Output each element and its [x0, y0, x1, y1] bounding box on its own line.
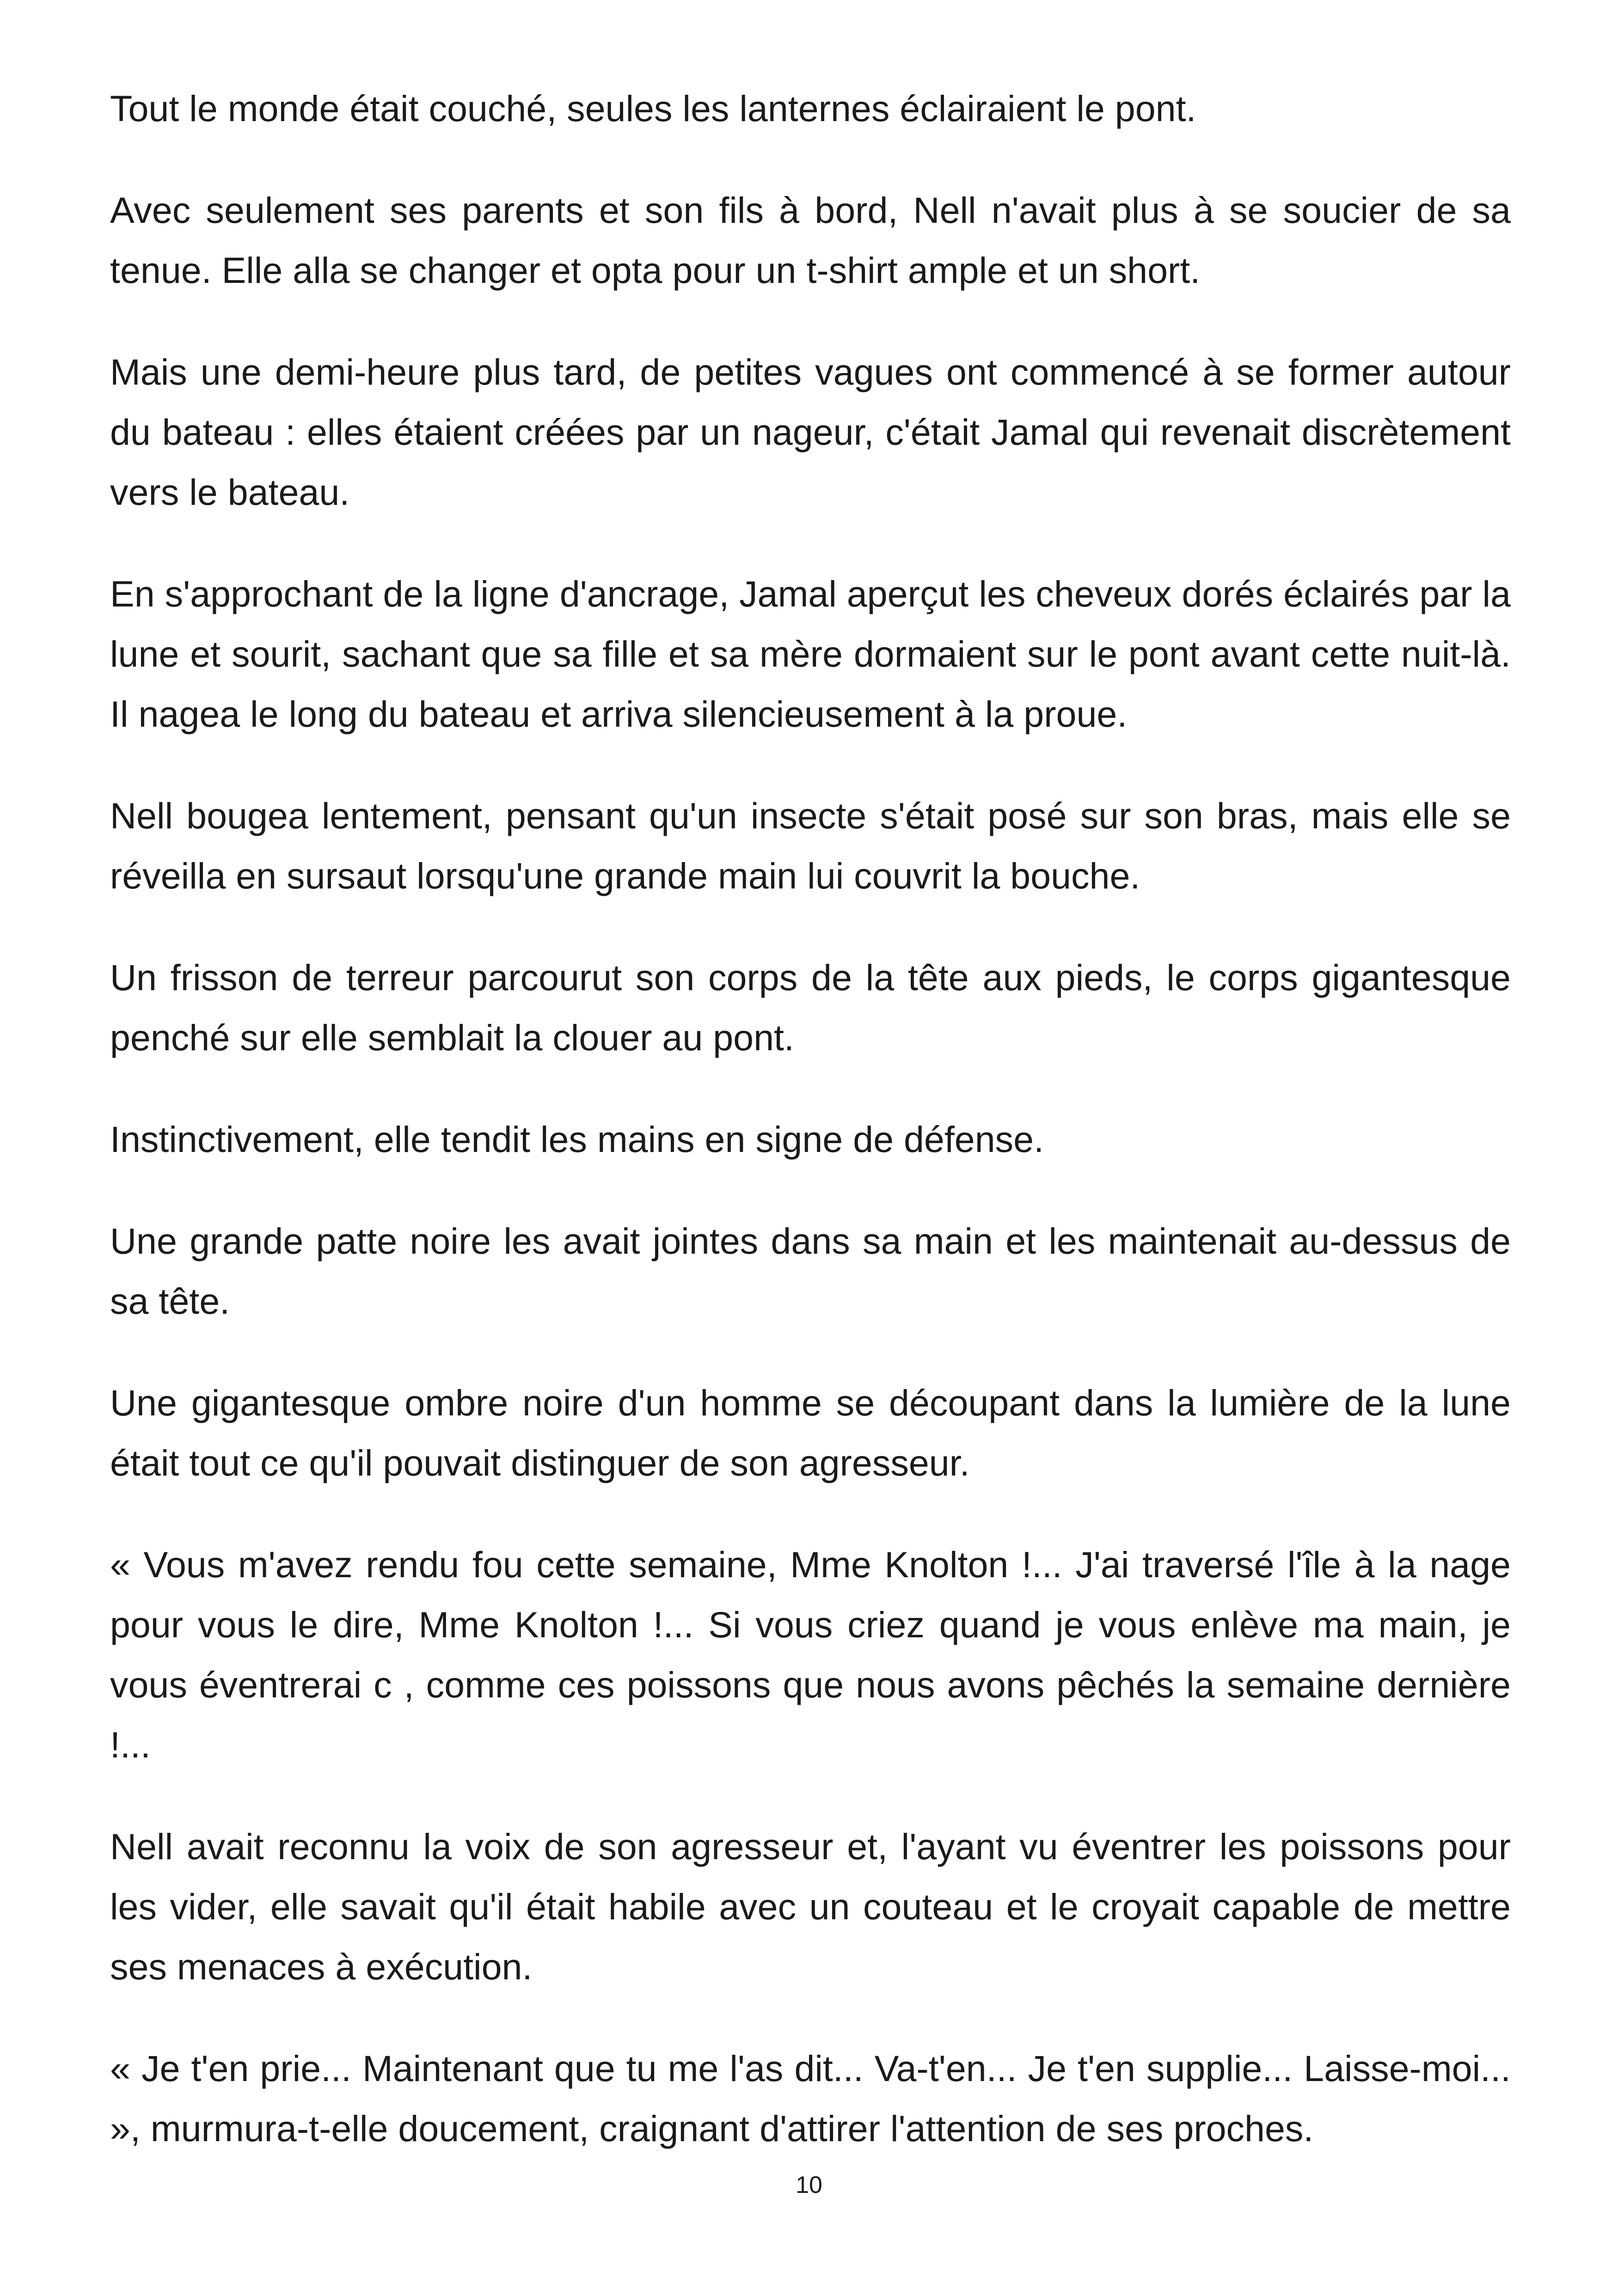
paragraph: En s'approchant de la ligne d'ancrage, Jamal aperçut les cheveux dorés éclairés par la lune et sourit, sachant que sa fille et sa mère dormaient sur le pont avant cette nuit-là. Il nagea le long du bateau et arriva silencieusement à la proue. — [110, 573, 1511, 735]
paragraph: Un frisson de terreur parcourut son corps de la tête aux pieds, le corps gigantesque penché sur elle semblait la clouer au pont. — [110, 957, 1511, 1058]
paragraph: Une grande patte noire les avait jointes dans sa main et les maintenait au-dessus de sa tête. — [110, 1220, 1511, 1322]
paragraph: Nell bougea lentement, pensant qu'un insecte s'était posé sur son bras, mais elle se réveilla en sursaut lorsqu'une grande main lui couvrit la bouche. — [110, 795, 1511, 896]
paragraph: Instinctivement, elle tendit les mains en signe de défense. — [110, 1119, 1044, 1160]
paragraph: « Vous m'avez rendu fou cette semaine, Mme Knolton !... J'ai traversé l'île à la nage pour vous le dire, Mme Knolton !... Si vous criez quand je vous enlève ma main, je vous éventrerai c , comme ces poissons que nous avons pêchés la semaine dernière !... — [110, 1544, 1511, 1765]
paragraph: « Je t'en prie... Maintenant que tu me l'as dit... Va-t'en... Je t'en supplie... Laisse-moi... », murmura-t-elle doucement, craignant d'attirer l'attention de ses proches. — [110, 2048, 1511, 2149]
page-number: 10 — [796, 2172, 822, 2198]
paragraph: Avec seulement ses parents et son fils à bord, Nell n'avait plus à se soucier de sa tenue. Elle alla se changer et opta pour un t-shirt ample et un short. — [110, 190, 1511, 291]
paragraph: Tout le monde était couché, seules les lanternes éclairaient le pont. — [110, 88, 1196, 129]
paragraph: Une gigantesque ombre noire d'un homme se découpant dans la lumière de la lune était tout ce qu'il pouvait distinguer de son agresseur. — [110, 1382, 1511, 1483]
paragraph: Nell avait reconnu la voix de son agresseur et, l'ayant vu éventrer les poissons pour les vider, elle savait qu'il était habile avec un couteau et le croyait capable de mettre ses menaces à exécution. — [110, 1826, 1511, 1987]
page-body — [110, 79, 1511, 2200]
paragraph: Mais une demi-heure plus tard, de petites vagues ont commencé à se former autour du bateau : elles étaient créées par un nageur, c'était Jamal qui revenait discrètement vers le bateau. — [110, 351, 1511, 513]
